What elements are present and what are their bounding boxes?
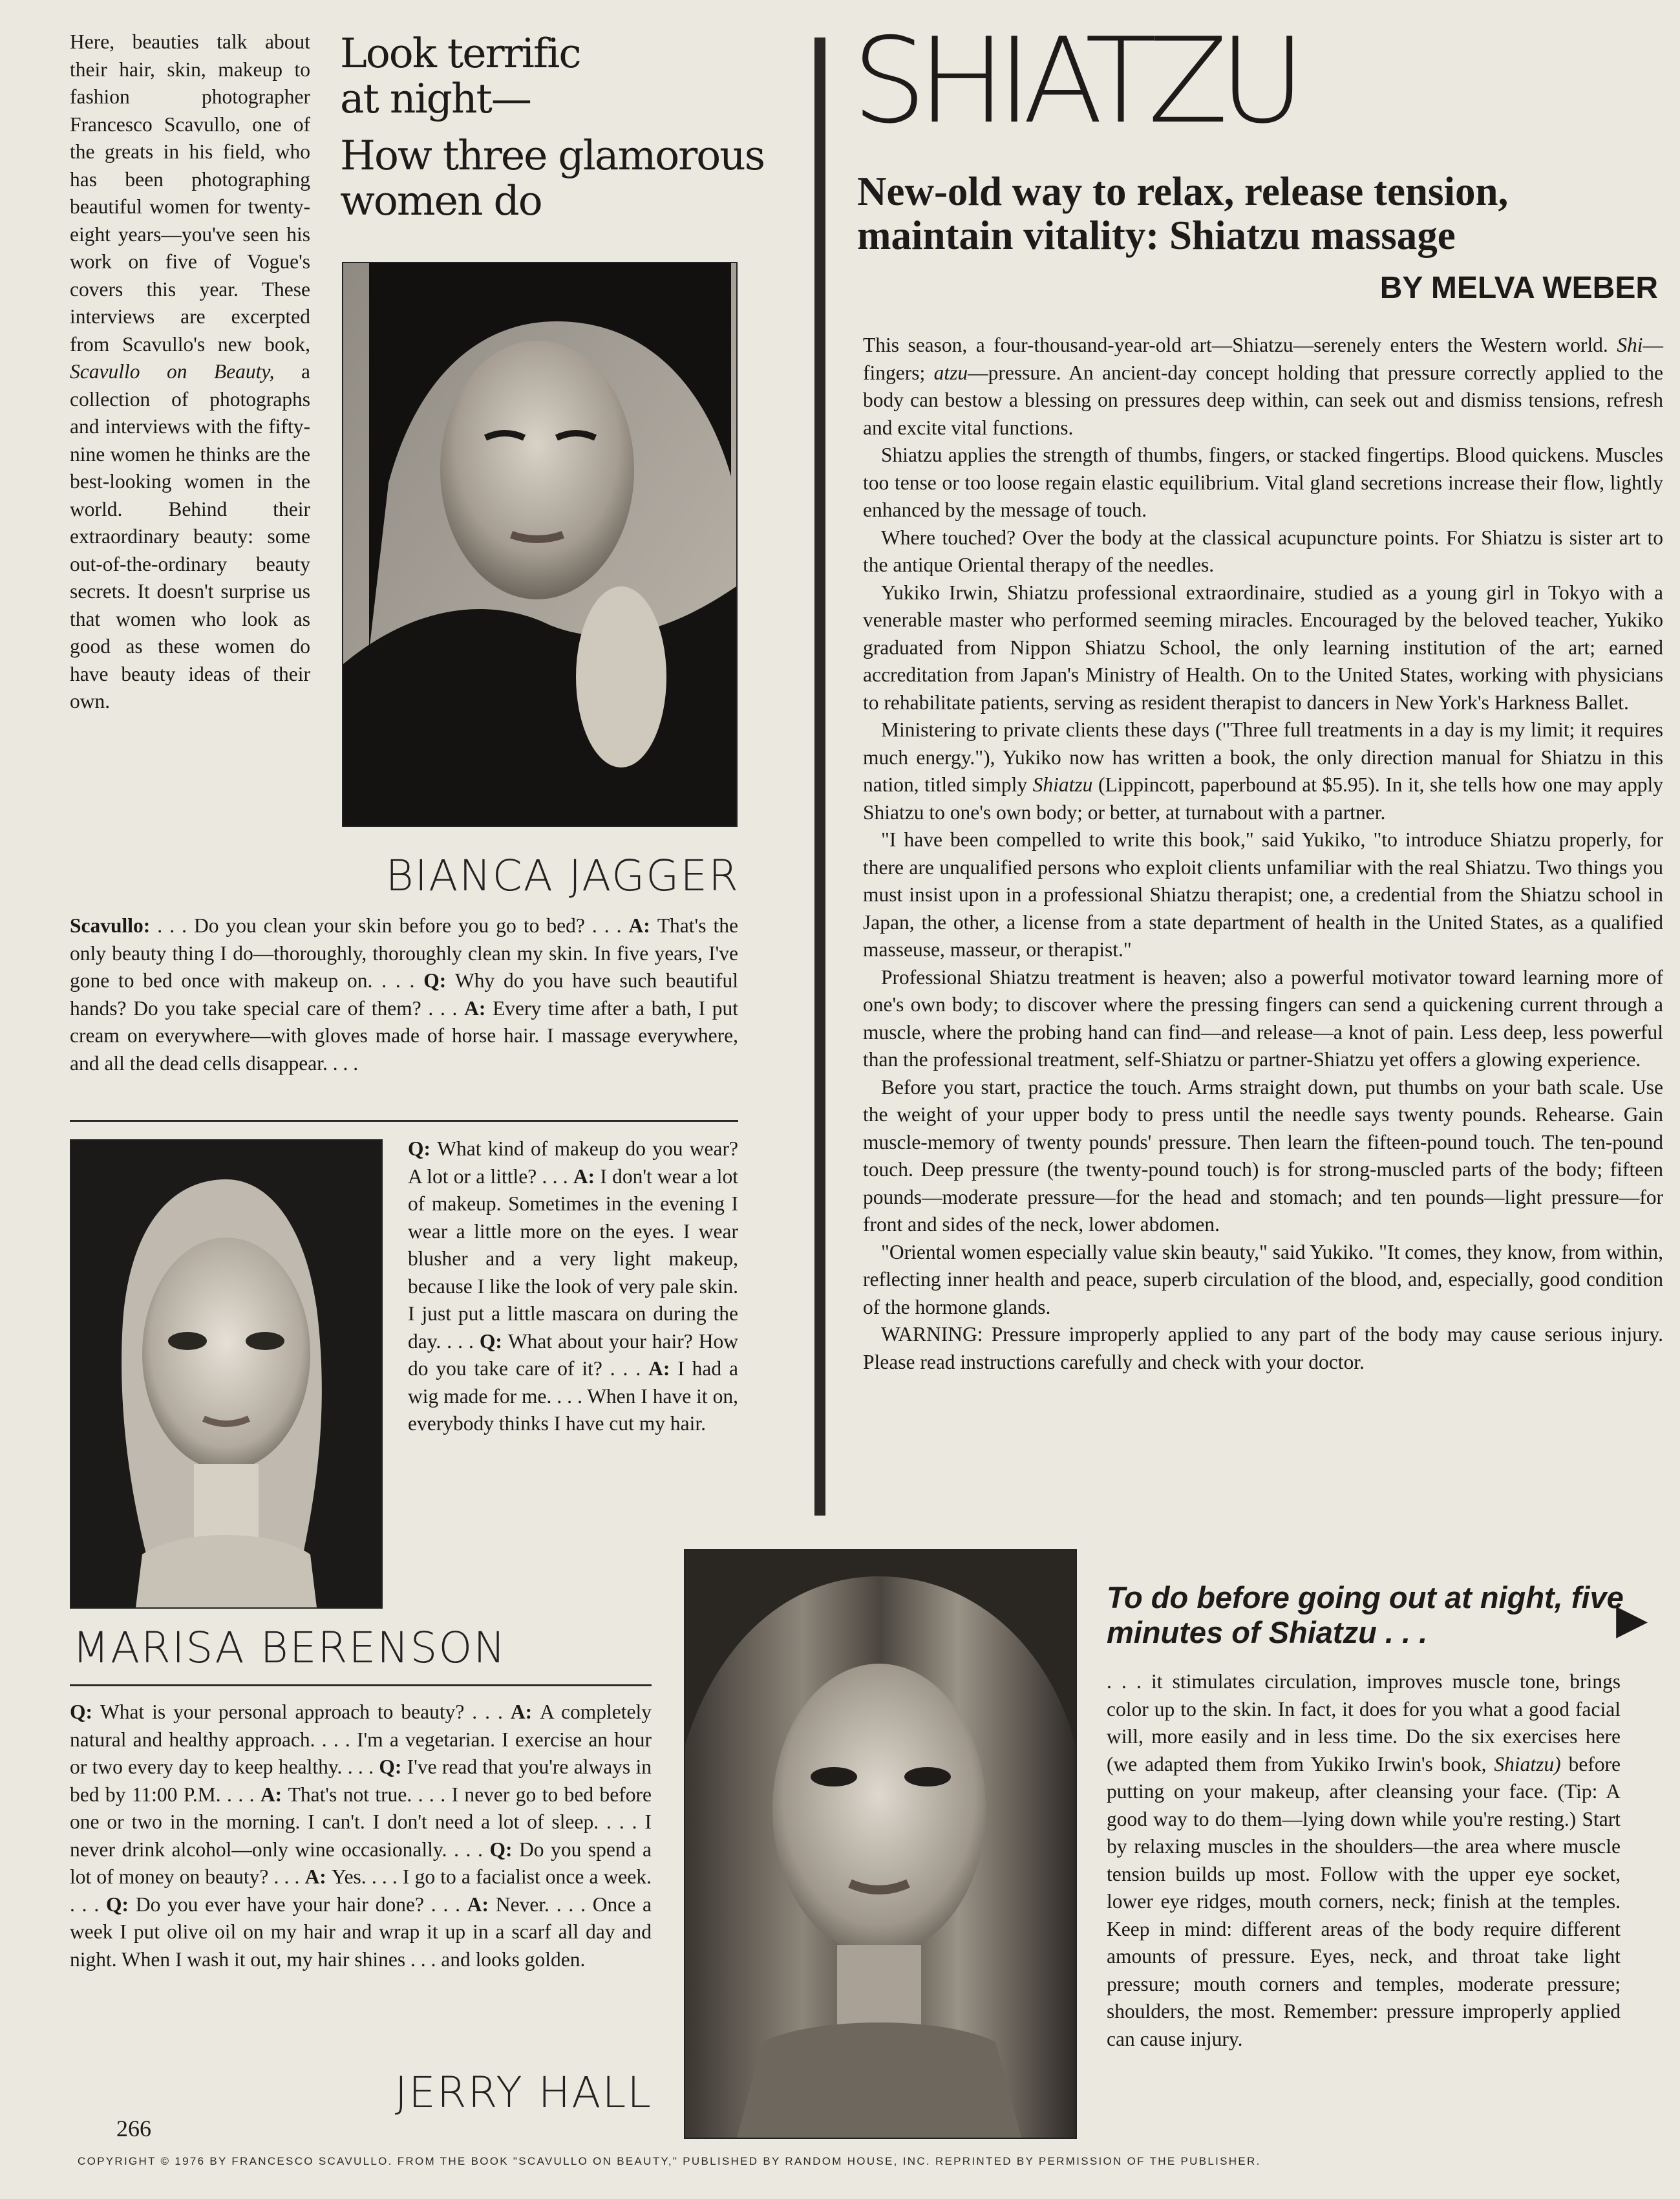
sidebar-text-a: . . . it stimulates circulation, improves muscle tone, brings color up to the skin. In fact, it does for you what a good facial will, more easily and in less time. Do the six exercises here (we adapted them from Yukiko Irwin's book, <box>1107 1670 1621 1775</box>
intro-text-part1: Here, beauties talk about their hair, skin, makeup to fashion photographer Francesco Scavullo, one of the greats in his field, who has been photographing beautiful women for twenty-eight years—you've seen his work on five of Vogue's covers this year. These interviews are excerpted from Scavullo's new book, <box>70 30 310 356</box>
bianca-q2-text: Why do you have such beautiful hands? Do you take special care of them? . . . <box>70 969 739 1020</box>
bianca-jagger-photo <box>342 262 738 827</box>
p1-text-b: —fingers; <box>863 334 1663 384</box>
p1-text-a: This season, a four-thousand-year-old art—Shiatzu—serenely enters the Western world. <box>863 334 1617 356</box>
jerry-hall-name: JERRY HALL <box>394 2068 652 2118</box>
shiatzu-paragraph-7: Professional Shiatzu treatment is heaven; also a powerful motivator toward learning more of one's own body; to discover where the pressing fingers can send a quickening current through a muscle, where the probing hand can find—and release—a knot of pain. Less deep, less powerful than the professional treatment, self-Shiatzu or partner-Shiatzu yet offers a glowing experience. <box>863 965 1663 1071</box>
p1-text-c: —pressure. An ancient-day concept holding that pressure correctly applied to the body can bestow a blessing on pressures deep within, can seek out and dismiss tensions, refresh and excite vital functions. <box>863 361 1663 439</box>
intro-text <box>70 28 310 716</box>
page-number: 266 <box>116 2116 151 2141</box>
bianca-q1-text: . . . Do you clean your skin before you go to bed? . . . <box>157 914 629 937</box>
jerry-q4-speaker: Q: <box>106 1893 136 1916</box>
copyright-line: COPYRIGHT © 1976 BY FRANCESCO SCAVULLO. FROM THE BOOK "SCAVULLO ON BEAUTY," PUBLISHED BY RANDOM HOUSE, INC. REPRINTED BY PERMISSION OF THE PUBLISHER. <box>78 2155 1261 2167</box>
bianca-q1-speaker: Scavullo: <box>70 914 158 937</box>
shiatzu-paragraph-9: "Oriental women especially value skin beauty," said Yukiko. "It comes, they know, from within, reflecting inner health and peace, superb circulation of the blood, and, especially, good condition of the hormone glands. <box>863 1240 1663 1318</box>
bianca-jagger-name: BIANCA JAGGER <box>385 851 739 901</box>
marisa-q2-speaker: Q: <box>479 1329 508 1353</box>
marisa-berenson-name: MARISA BERENSON <box>72 1623 507 1673</box>
p5-text-b: (Lippincott, paperbound at $5.95). In it, she tells how one may apply Shiatzu to one's own body; or better, at turnabout with a partner. <box>863 773 1663 824</box>
marisa-berenson-photo <box>70 1139 383 1609</box>
shiatzu-paragraph-1 <box>863 332 1663 442</box>
feature-headline-line2: at night— <box>340 75 531 122</box>
shiatzu-paragraph-4: Yukiko Irwin, Shiatzu professional extraordinaire, studied as a young girl in Tokyo with a venerable master who performed seeming miracles. Encouraged by the beloved teacher, Yukiko graduated from Nippon Shiatzu School, the only learning institution of the art; earned accreditation from Japan's Ministry of Health. On to the United States, working with physicians to rehabilitate patients, serving as resident therapist to dancers in New York's Harkness Ballet. <box>863 581 1663 714</box>
divider-bianca-marisa <box>70 1120 738 1122</box>
marisa-q1-speaker: Q: <box>408 1137 438 1160</box>
sidebar-headline <box>1107 1580 1643 1650</box>
bianca-a2-speaker: A: <box>464 996 493 1020</box>
arrow-right-icon: ▶ <box>1616 1596 1648 1644</box>
shiatzu-paragraph-3: Where touched? Over the body at the classical acupuncture points. For Shiatzu is sister art to the antique Oriental therapy of the needles. <box>863 526 1663 576</box>
shiatzu-paragraph-5 <box>863 716 1663 826</box>
p1-shi: Shi <box>1617 334 1643 356</box>
marisa-a2-speaker: A: <box>648 1357 678 1380</box>
bianca-a1-text: That's the only beauty thing I do—thoroughly, thoroughly clean my skin. In five years, I've gone to bed once with makeup on. . . . <box>70 914 738 992</box>
jerry-q1-speaker: Q: <box>70 1700 100 1723</box>
marisa-q2-text: What about your hair? How do you take care of it? . . . <box>408 1329 738 1380</box>
jerry-q4-text: Do you ever have your hair done? . . . <box>135 1893 467 1916</box>
jerry-a4-text: Never. . . . Once a week I put olive oil on my hair and wrap it up in a scarf all day and night. When I wash it out, my hair shines . . . and looks golden. <box>70 1893 652 1971</box>
bianca-a1-speaker: A: <box>628 914 657 937</box>
jerry-q3-text: Do you spend a lot of money on beauty? . . . <box>70 1838 652 1888</box>
jerry-q2-text: I've read that you're always in bed by 11:00 P.M. . . . <box>70 1755 652 1806</box>
shiatzu-byline: BY MELVA WEBER <box>1379 271 1658 305</box>
jerry-q2-speaker: Q: <box>379 1755 407 1778</box>
jerry-a1-text: A completely natural and healthy approach. . . . I'm a vegetarian. I exercise an hour or two every day to keep healthy. . . . <box>70 1700 652 1778</box>
shiatzu-paragraph-2: Shiatzu applies the strength of thumbs, fingers, or stacked fingertips. Blood quickens. Muscles too tense or too loose regain elastic equilibrium. Vital gland secretions increase their flow, lightly enhanced by the message of touch. <box>863 444 1663 521</box>
marisa-a1-speaker: A: <box>573 1164 601 1188</box>
divider-marisa-jerry <box>70 1684 652 1686</box>
jerry-interview <box>70 1699 652 1973</box>
feature-headline-line1: Look terrific <box>340 30 580 77</box>
p5-book-title: Shiatzu <box>1032 773 1093 796</box>
sidebar-book-title: Shiatzu) <box>1494 1752 1561 1775</box>
marisa-interview <box>408 1135 738 1438</box>
marisa-q1-text: What kind of makeup do you wear? A lot or a little? . . . <box>408 1137 738 1188</box>
jerry-q3-speaker: Q: <box>489 1838 520 1861</box>
marisa-a1-text: I don't wear a lot of makeup. Sometimes in the evening I wear a little more on the eyes. I wear blusher and a very light makeup, because I like the look of very pale skin. I just put a little mascara on during the day. . . . <box>408 1164 738 1353</box>
shiatzu-subhead: New-old way to relax, release tension, maintain vitality: Shiatzu massage <box>857 169 1509 258</box>
shiatzu-vertical-rule <box>814 38 825 1516</box>
jerry-a4-speaker: A: <box>467 1893 496 1916</box>
p5-text-a: Ministering to private clients these days ("Three full treatments in a day is my limit; it requires much energy."), Yukiko now has written a book, the only direction manual for Shiatzu in this nation, titled simply <box>863 718 1663 796</box>
sidebar-text-b: before putting on your makeup, after cleansing your face. (Tip: A good way to do them—lying down while you're resting.) Start by relaxing muscles in the shoulders—the area where muscle tension builds up most. Follow with the upper eye socket, lower eye ridges, mouth corners, neck; finish at the temples. Keep in mind: different areas of the body require different amounts of pressure. Eyes, neck, and throat take light pressure; mouth corners and temples, moderate pressure; shoulders, the most. Remember: pressure improperly applied can cause injury. <box>1107 1752 1621 2050</box>
jerry-a3-speaker: A: <box>304 1865 332 1888</box>
intro-book-title: Scavullo on Beauty, <box>70 360 275 383</box>
intro-text-part2: a collection of photographs and interviews with the fifty-nine women he thinks are the best-looking women in the world. Behind their extraordinary beauty: some out-of-the-ordinary beauty secrets. It doesn't surprise us that women who look as good as these women do have beauty ideas of their own. <box>70 360 310 713</box>
jerry-hall-photo <box>684 1549 1077 2139</box>
shiatzu-body <box>863 332 1663 1376</box>
p1-atzu: atzu <box>933 361 968 384</box>
sidebar-text <box>1107 1668 1621 2053</box>
jerry-a2-text: That's not true. . . . I never go to bed before one or two in the morning. I can't. I don't need a lot of sleep. . . . I never drink alcohol—only wine occasionally. . . . <box>70 1783 652 1861</box>
jerry-a1-speaker: A: <box>510 1700 540 1723</box>
sidebar-headline-text: To do before going out at night, five minutes of Shiatzu . . . <box>1107 1580 1624 1649</box>
marisa-a2-text: I had a wig made for me. . . . When I have it on, everybody thinks I have cut my hair. <box>408 1357 739 1435</box>
jerry-a2-speaker: A: <box>260 1783 288 1806</box>
feature-headline-line4: women do <box>340 177 542 224</box>
shiatzu-paragraph-6: "I have been compelled to write this book," said Yukiko, "to introduce Shiatzu properly, for there are unqualified persons who exploit clients unfamiliar with the real Shiatzu. Two things you must insist upon in a professional Shiatzu therapist; one, a credential from the Shiatzu school in Japan, the other, a license from a state department of health in the United States, as a qualified masseuse, masseur, or therapist." <box>863 828 1663 961</box>
shiatzu-warning: WARNING: Pressure improperly applied to any part of the body may cause serious injury. Please read instructions carefully and check with your doctor. <box>863 1323 1663 1373</box>
feature-headline <box>340 31 805 224</box>
bianca-q2-speaker: Q: <box>423 969 455 992</box>
bianca-interview <box>70 912 738 1077</box>
bianca-a2-text: Every time after a bath, I put cream on everywhere—with gloves made of horse hair. I massage everywhere, and all the dead cells disappear. . . . <box>70 996 738 1075</box>
shiatzu-title: SHIATZU <box>852 12 1297 149</box>
jerry-a3-text: Yes. . . . I go to a facialist once a week. . . . <box>70 1865 652 1916</box>
shiatzu-paragraph-8: Before you start, practice the touch. Arms straight down, put thumbs on your bath scale. Use the weight of your upper body to press until the needle says twenty pounds. Rehearse. Gain muscle-memory of twenty pounds' pressure. Then learn the fifteen-pound touch. The ten-pound touch. Deep pressure (the twenty-pound touch) is for strong-muscled parts of the body; fifteen pounds—moderate pressure—for the head and stomach; and ten pounds—light pressure—for front and sides of the neck, lower abdomen. <box>863 1075 1663 1236</box>
jerry-q1-text: What is your personal approach to beauty? . . . <box>100 1700 511 1723</box>
feature-headline-line3: How three glamorous <box>340 132 765 179</box>
